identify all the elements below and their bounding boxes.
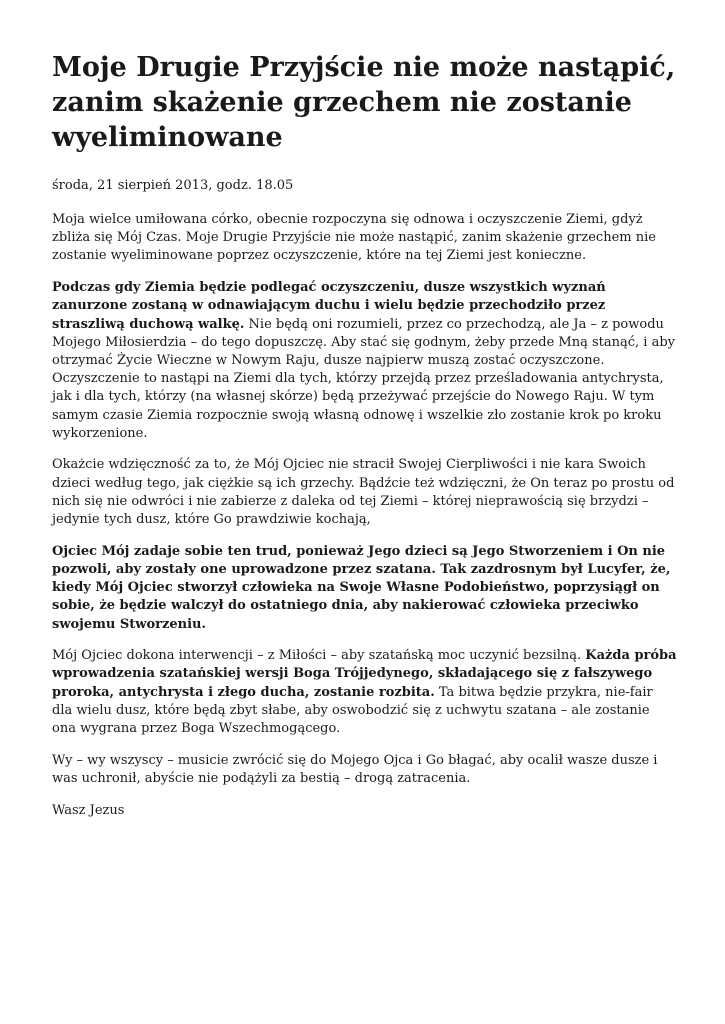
paragraph-2-text: Nie będą oni rozumieli, przez co przechodzą, ale Ja – z powodu Mojego Miłosierdzia – do tego dopuszczę. Aby stać się godnym, żeby przede Mną stanąć, i aby otrzymać Życie Wieczne w Nowym Raju, dusze najpierw muszą zostać oczyszczone. Oczyszczenie to nastąpi na Ziemi dla tych, którzy przejdą przez prześladowania antychrysta, jak i dla tych, którzy (na własnej skórze) będą przeżywać przejście do Nowego Raju. W tym samym czasie Ziemia rozpocznie swoją własną odnowę i wszelkie zło zostanie krok po kroku wykorzenione. (52, 316, 675, 441)
paragraph-6: Wy – wy wszyscy – musicie zwrócić się do Mojego Ojca i Go błagać, aby ocalił wasze dusze i was uchronił, abyście nie podążyli za bestią – drogą zatracenia. (52, 752, 658, 786)
paragraph-5-start: Mój Ojciec dokona interwencji – z Miłości – aby szatańską moc uczynić bezsilną. (52, 648, 586, 664)
document-page (52, 50, 677, 833)
paragraph-1: Moja wielce umiłowana córko, obecnie rozpoczyna się odnowa i oczyszczenie Ziemi, gdyż zbliża się Mój Czas. Moje Drugie Przyjście nie może nastąpić, zanim skażenie grzechem nie zostanie wyeliminowane poprzez oczyszczenie, które na tej Ziemi jest konieczne. (52, 212, 656, 264)
paragraph-4 (52, 543, 677, 634)
paragraph-5-end: Ta bitwa będzie przykra, nie-fair dla wielu dusz, które będą zbyt słabe, aby oswobodzić się z uchwytu szatana – ale zostanie ona wygrana przez Boga Wszechmogącego. (52, 684, 653, 737)
paragraph-2-bold: Podczas gdy Ziemia będzie podlegać oczyszczeniu, dusze wszystkich wyznań zanurzone zostaną w odnawiającym duchu i wielu będzie przechodziło przez straszliwą duchową walkę. (52, 280, 606, 332)
paragraph-2 (52, 279, 677, 443)
article-title: Moje Drugie Przyjście nie może nastąpić, zanim skażenie grzechem nie zostanie wyeliminowane (52, 52, 676, 153)
paragraph-5-bold: Każda próba wprowadzenia szatańskiej wersji Boga Trójjedynego, składającego się z fałszywego proroka, antychrysta i złego ducha, zostanie rozbita. (52, 648, 677, 700)
paragraph-4-bold: Ojciec Mój zadaje sobie ten trud, ponieważ Jego dzieci są Jego Stworzeniem i On nie pozwoli, aby zostały one uprowadzone przez szatana. Tak zazdrosnym był Lucyfer, że, kiedy Mój Ojciec stworzył człowieka na Swoje Własne Podobieństwo, poprzysiągł on sobie, że będzie walczył do ostatniego dnia, aby nakierować człowieka przeciwko swojemu Stworzeniu. (52, 543, 671, 632)
paragraph-5 (52, 647, 677, 738)
article-date: środa, 21 sierpień 2013, godz. 18.05 (52, 178, 294, 193)
paragraph-3: Okażcie wdzięczność za to, że Mój Ojciec nie stracił Swojej Cierpliwości i nie kara Swoich dzieci według tego, jak ciężkie są ich grzechy. Bądźcie też wdzięczni, że On teraz po prostu od nich się nie odwróci i nie zabierze z daleka od tej Ziemi – której nieprawością się brzydzi – jedynie tych dusz, które Go prawdziwie kochają, (52, 457, 675, 528)
signature: Wasz Jezus (52, 802, 125, 818)
